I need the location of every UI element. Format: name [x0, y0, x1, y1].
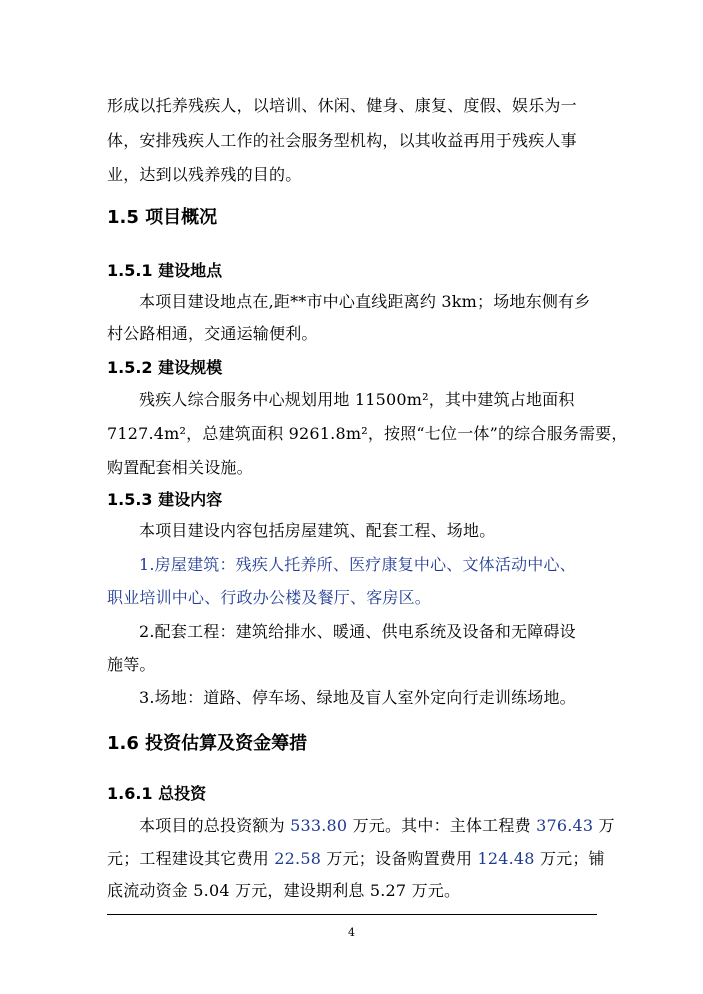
s152-line-1: 残疾人综合服务中心规划用地 11500m²，其中建筑占地面积 [139, 390, 575, 409]
intro-line-2: 体，安排残疾人工作的社会服务型机构，以其收益再用于残疾人事 [107, 131, 577, 150]
intro-line-3: 业，达到以残养残的目的。 [107, 165, 302, 184]
main-cost-value: 376.43 [536, 816, 594, 835]
s152-line-3: 购置配套相关设施。 [107, 458, 253, 477]
s161-line-3: 底流动资金 5.04 万元，建设期利息 5.27 万元。 [107, 881, 461, 900]
s153-line-1: 本项目建设内容包括房屋建筑、配套工程、场地。 [139, 521, 496, 540]
s161-line-2 [107, 849, 605, 869]
s161-text-c: 万 [593, 816, 615, 835]
s153-item-1-line-2: 职业培训中心、行政办公楼及餐厅、客房区。 [107, 588, 432, 607]
equipment-cost-value: 124.48 [477, 849, 535, 868]
section-1-5-title: 1.5 项目概况 [107, 207, 218, 228]
s161-text-f: 万元；铺 [534, 849, 605, 868]
intro-line-1: 形成以托养残疾人，以培训、休闲、健身、康复、度假、娱乐为一 [107, 96, 577, 115]
page-number: 4 [348, 926, 355, 939]
s161-line-1 [139, 816, 615, 836]
s153-item-2-line-2: 施等。 [107, 655, 156, 674]
s153-item-2-line-1: 2.配套工程：建筑给排水、暖通、供电系统及设备和无障碍设 [139, 622, 576, 641]
section-1-5-3-title: 1.5.3 建设内容 [107, 490, 223, 509]
s153-item-1-line-1: 1.房屋建筑：残疾人托养所、医疗康复中心、文体活动中心、 [139, 555, 576, 574]
section-1-5-2-title: 1.5.2 建设规模 [107, 358, 223, 377]
other-cost-value: 22.58 [274, 849, 322, 868]
s161-text-a: 本项目的总投资额为 [139, 816, 291, 835]
s152-line-2: 7127.4m²，总建筑面积 9261.8m²，按照“七位一体”的综合服务需要， [107, 424, 628, 443]
total-investment-value: 533.80 [290, 816, 348, 835]
footer-divider [107, 914, 597, 915]
section-1-6-1-title: 1.6.1 总投资 [107, 784, 207, 803]
s153-item-3-line-1: 3.场地：道路、停车场、绿地及盲人室外定向行走训练场地。 [139, 688, 576, 707]
s161-text-e: 万元；设备购置费用 [321, 849, 478, 868]
s161-text-d: 元；工程建设其它费用 [107, 849, 275, 868]
s151-line-1: 本项目建设地点在,距**市中心直线距离约 3km；场地东侧有乡 [139, 292, 591, 311]
section-1-6-title: 1.6 投资估算及资金筹措 [107, 733, 308, 754]
s151-line-2: 村公路相通，交通运输便利。 [107, 324, 318, 343]
section-1-5-1-title: 1.5.1 建设地点 [107, 261, 223, 280]
s161-text-b: 万元。其中：主体工程费 [347, 816, 537, 835]
